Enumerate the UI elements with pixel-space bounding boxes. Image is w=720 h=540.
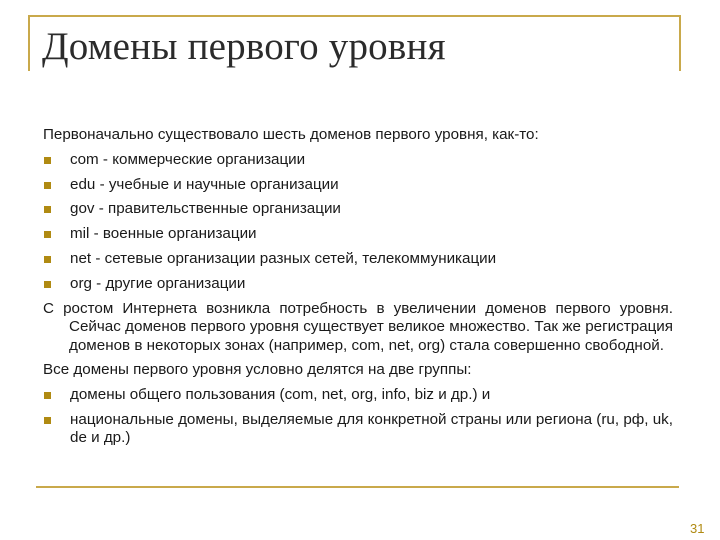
square-bullet-icon xyxy=(44,157,51,164)
slide-title: Домены первого уровня xyxy=(42,25,446,68)
slide-content xyxy=(43,126,673,454)
intro-text: Первоначально существовало шесть доменов первого уровня, как-то: xyxy=(43,126,539,143)
domain-code: net xyxy=(70,249,92,267)
square-bullet-icon xyxy=(44,417,51,424)
domain-code: gov xyxy=(70,200,95,218)
domain-desc: - военные организации xyxy=(89,225,257,243)
domain-desc: - другие организации xyxy=(91,274,246,292)
group-item-text: национальные домены, выделяемые для конкретной страны или региона (ru, рф, uk, de и др.) xyxy=(70,410,673,447)
group-item-national xyxy=(43,411,673,448)
domain-code: edu xyxy=(70,175,96,193)
domain-item-text xyxy=(70,225,257,244)
domain-item-text xyxy=(70,151,305,170)
square-bullet-icon xyxy=(44,256,51,263)
domain-item-gov xyxy=(43,200,673,219)
group-item-text: домены общего пользования (com, net, org, info, biz и др.) и xyxy=(70,385,491,403)
frame-bottom-line xyxy=(36,486,679,488)
domain-desc: - сетевые организации разных сетей, телекоммуникации xyxy=(91,249,497,267)
square-bullet-icon xyxy=(44,206,51,213)
square-bullet-icon xyxy=(44,231,51,238)
square-bullet-icon xyxy=(44,392,51,399)
domain-item-edu xyxy=(43,176,673,195)
domain-code: org xyxy=(70,274,92,292)
domain-item-net xyxy=(43,250,673,269)
domain-code: mil xyxy=(70,225,90,243)
growth-paragraph: С ростом Интернета возникла потребность в увеличении доменов первого уровня. Сейчас доменов первого уровня существует великое множество. Так же регистрация доменов в некоторых зонах (например, com, net, org) стала совершенно свободной. xyxy=(43,299,673,354)
domain-desc: - правительственные организации xyxy=(94,200,341,218)
frame-left-line xyxy=(28,15,30,71)
groups-intro-text: Все домены первого уровня условно делятся на две группы: xyxy=(43,361,472,379)
domain-item-text xyxy=(70,200,341,219)
domain-code: com xyxy=(70,150,99,168)
group-item-general xyxy=(43,386,673,405)
domain-desc: - учебные и научные организации xyxy=(95,175,339,193)
square-bullet-icon xyxy=(44,182,51,189)
page-number: 31 xyxy=(690,521,705,536)
domain-item-mil xyxy=(43,225,673,244)
domain-item-com xyxy=(43,151,673,170)
domain-item-org xyxy=(43,275,673,294)
frame-top-line xyxy=(28,15,679,17)
square-bullet-icon xyxy=(44,281,51,288)
domain-item-text xyxy=(70,250,496,269)
frame-right-line xyxy=(679,15,681,71)
domain-item-text xyxy=(70,176,339,195)
domain-desc: - коммерческие организации xyxy=(98,150,306,168)
domain-item-text xyxy=(70,275,245,294)
